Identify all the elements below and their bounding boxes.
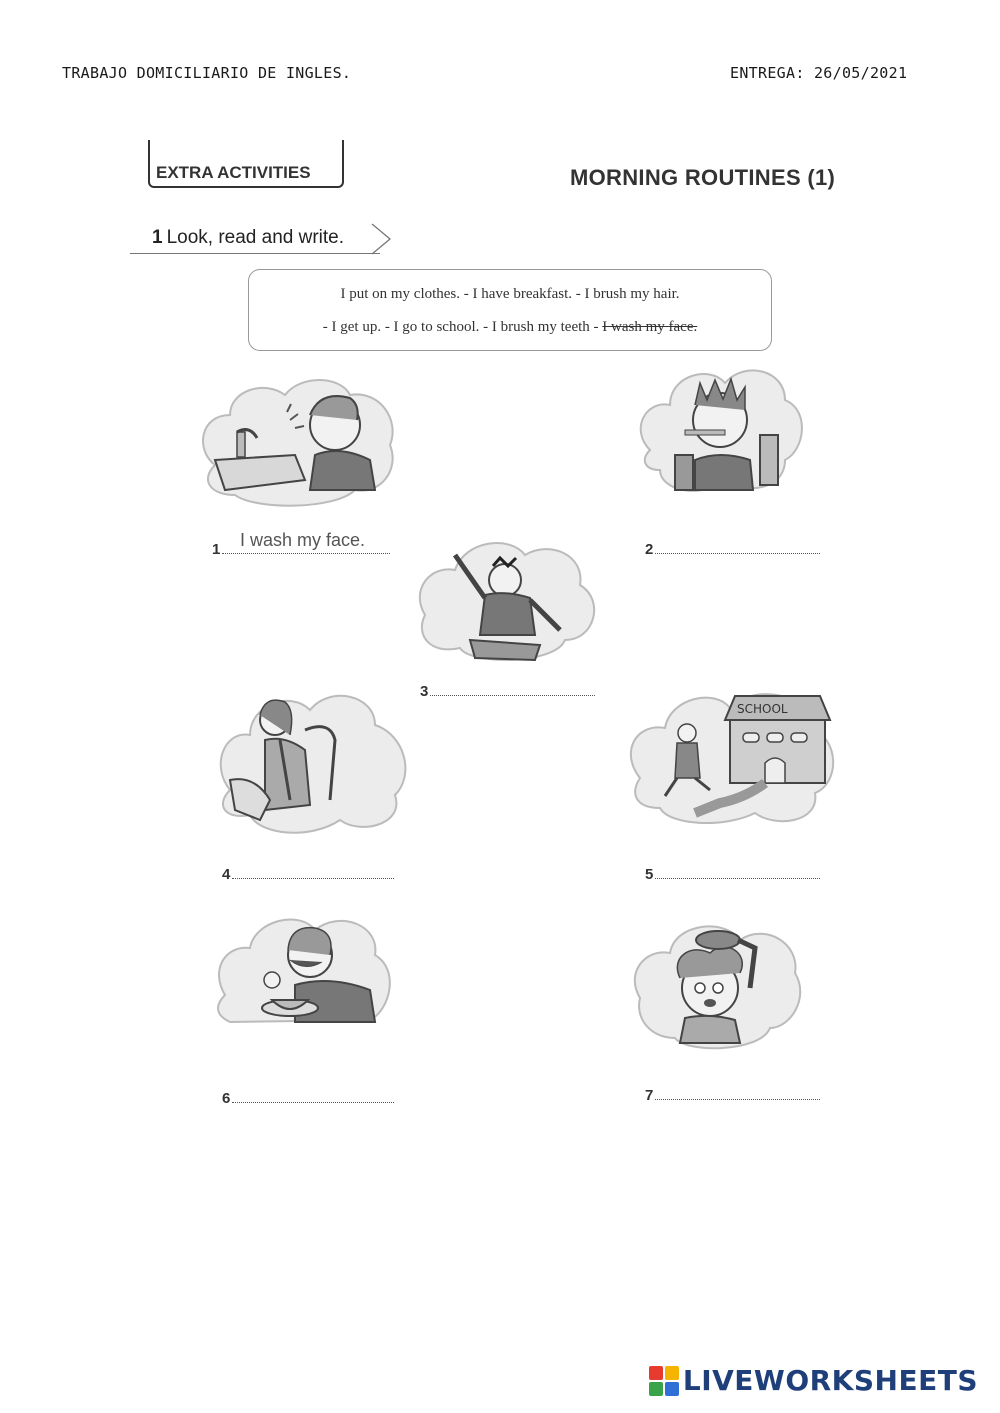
header-left-text: TRABAJO DOMICILIARIO DE INGLES. <box>62 64 352 82</box>
going-to-school-icon <box>625 678 840 828</box>
instruction-arrow-icon <box>370 222 394 256</box>
answer-line-6[interactable] <box>222 1090 394 1107</box>
item-number-3: 3 <box>420 683 429 700</box>
answer-line-7[interactable] <box>645 1087 820 1104</box>
school-sign: SCHOOL <box>737 702 788 716</box>
brushing-hair-icon <box>630 918 805 1053</box>
brushing-teeth-icon <box>635 355 805 500</box>
word-bank-row-2 <box>249 319 771 336</box>
instruction-underline <box>130 253 380 254</box>
page-title: MORNING ROUTINES (1) <box>570 165 836 190</box>
answer-text-1: I wash my face. <box>240 530 366 550</box>
instruction-number: 1 <box>152 227 163 248</box>
getting-up-icon <box>410 530 600 665</box>
word-bank-struck-phrase: I wash my face. <box>602 319 698 335</box>
item-number-2: 2 <box>645 541 654 558</box>
header-due-date: ENTREGA: 26/05/2021 <box>730 64 908 82</box>
extra-activities-label: EXTRA ACTIVITIES <box>156 163 311 182</box>
having-breakfast-icon <box>210 910 395 1035</box>
liveworksheets-logo-text: LIVEWORKSHEETS <box>682 1364 978 1397</box>
answer-line-3[interactable] <box>420 683 595 700</box>
putting-on-clothes-icon <box>210 680 415 840</box>
item-number-4: 4 <box>222 866 231 883</box>
word-bank-row-1: I put on my clothes. - I have breakfast. - I brush my hair. <box>340 286 680 302</box>
instruction <box>152 227 344 249</box>
answer-line-2[interactable] <box>645 541 820 558</box>
instruction-text: Look, read and write. <box>166 227 345 248</box>
answer-line-4[interactable] <box>222 866 394 883</box>
word-bank <box>248 269 772 351</box>
word-bank-row-2-text: - I get up. - I go to school. - I brush my teeth - <box>322 319 603 335</box>
item-number-1: 1 <box>212 541 221 558</box>
item-number-7: 7 <box>645 1087 654 1104</box>
item-number-5: 5 <box>645 866 654 883</box>
washing-face-icon <box>195 370 400 510</box>
item-number-6: 6 <box>222 1090 231 1107</box>
liveworksheets-mark-icon <box>649 1366 679 1396</box>
liveworksheets-logo <box>649 1364 978 1397</box>
answer-line-5[interactable] <box>645 866 820 883</box>
